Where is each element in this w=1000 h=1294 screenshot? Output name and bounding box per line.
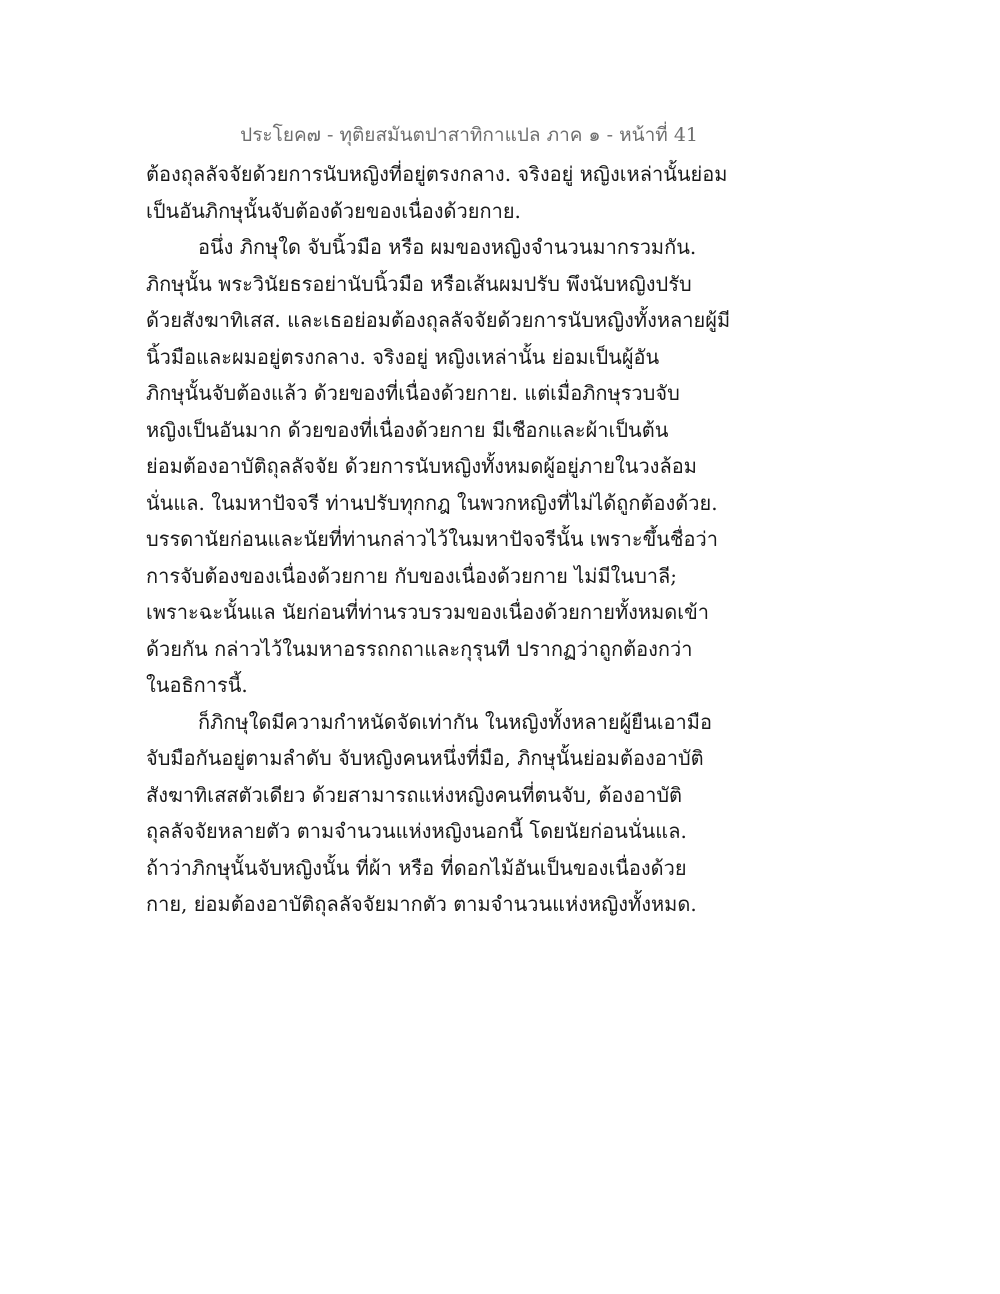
paragraph-2 <box>146 229 731 704</box>
text-line: นั่นแล. ในมหาปัจจรี ท่านปรับทุกกฎ ในพวกหญิงที่ไม่ได้ถูกต้องด้วย. <box>146 490 718 515</box>
text-line: สังฆาทิเสสตัวเดียว ด้วยสามารถแห่งหญิงคนที่ตนจับ, ต้องอาบัติ <box>146 782 683 807</box>
text-line: ด้วยกัน กล่าวไว้ในมหาอรรถกถาและกุรุนที ปรากฏว่าถูกต้องกว่า <box>146 636 693 661</box>
body-text <box>146 156 731 923</box>
text-line: ถุลลัจจัยหลายตัว ตามจำนวนแห่งหญิงนอกนี้ โดยนัยก่อนนั่นแล. <box>146 819 687 843</box>
text-line-first: ก็ภิกษุใดมีความกำหนัดจัดเท่ากัน ในหญิงทั้งหลายผู้ยืนเอามือ <box>198 709 712 734</box>
text-line: ต้องถุลลัจจัยด้วยการนับหญิงที่อยู่ตรงกลาง. จริงอยู่ หญิงเหล่านั้นย่อม <box>146 162 728 186</box>
text-line-first: อนึ่ง ภิกษุใด จับนิ้วมือ หรือ ผมของหญิงจำนวนมากรวมกัน. <box>198 235 697 259</box>
text-line: ภิกษุนั้นจับต้องแล้ว ด้วยของที่เนื่องด้วยกาย. แต่เมื่อภิกษุรวบจับ <box>146 381 680 405</box>
text-line: กาย, ย่อมต้องอาบัติถุลลัจจัยมากตัว ตามจำนวนแห่งหญิงทั้งหมด. <box>146 892 697 916</box>
text-line: จับมือกันอยู่ตามลำดับ จับหญิงคนหนึ่งที่มือ, ภิกษุนั้นย่อมต้องอาบัติ <box>146 746 704 770</box>
text-line: ด้วยสังฆาทิเสส. และเธอย่อมต้องถุลลัจจัยด้วยการนับหญิงทั้งหลายผู้มี <box>146 308 731 332</box>
text-line: ถ้าว่าภิกษุนั้นจับหญิงนั้น ที่ผ้า หรือ ที่ดอกไม้อันเป็นของเนื่องด้วย <box>146 855 687 880</box>
text-line: การจับต้องของเนื่องด้วยกาย กับของเนื่องด้วยกาย ไม่มีในบาลี; <box>146 563 678 588</box>
paragraph-1 <box>146 156 728 229</box>
running-header: ประโยค๗ - ทุติยสมันตปาสาทิกาแปล ภาค ๑ - หน้าที่ 41 <box>240 124 698 146</box>
text-line: นิ้วมือและผมอยู่ตรงกลาง. จริงอยู่ หญิงเหล่านั้น ย่อมเป็นผู้อัน <box>146 344 660 369</box>
text-line: หญิงเป็นอันมาก ด้วยของที่เนื่องด้วยกาย มีเชือกและผ้าเป็นต้น <box>146 417 669 442</box>
text-line: บรรดานัยก่อนและนัยที่ท่านกล่าวไว้ในมหาปัจจรีนั้น เพราะขึ้นชื่อว่า <box>146 527 718 551</box>
text-line: ย่อมต้องอาบัติถุลลัจจัย ด้วยการนับหญิงทั้งหมดผู้อยู่ภายในวงล้อม <box>146 454 697 478</box>
text-line: ในอธิการนี้. <box>146 673 248 697</box>
text-line: เพราะฉะนั้นแล นัยก่อนที่ท่านรวบรวมของเนื่องด้วยกายทั้งหมดเข้า <box>146 600 709 624</box>
text-line: เป็นอันภิกษุนั้นจับต้องด้วยของเนื่องด้วยกาย. <box>146 198 521 223</box>
text-line: ภิกษุนั้น พระวินัยธรอย่านับนิ้วมือ หรือเส้นผมปรับ พึงนับหญิงปรับ <box>146 271 692 296</box>
paragraph-3 <box>146 704 716 923</box>
